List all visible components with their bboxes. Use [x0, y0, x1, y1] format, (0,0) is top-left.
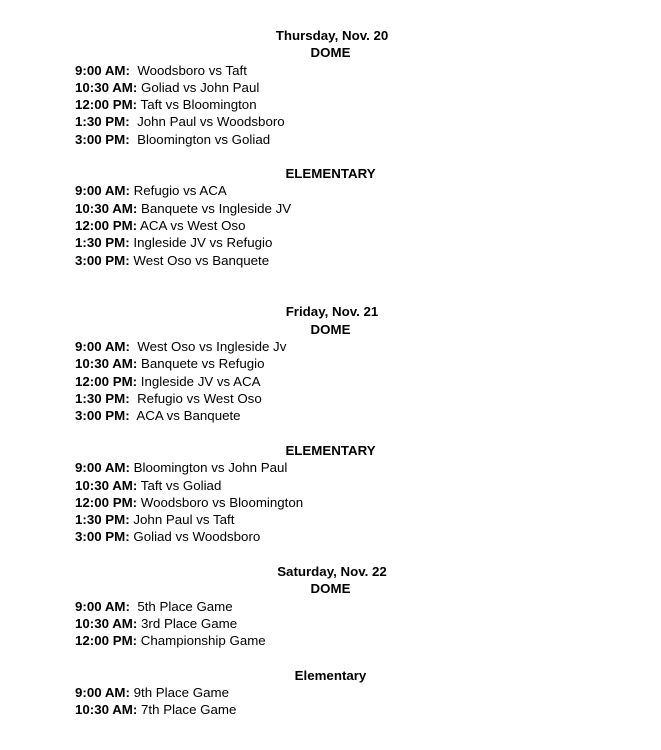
game-match: Ingleside JV vs Refugio — [133, 235, 273, 250]
game-row — [75, 355, 264, 372]
venue-heading: Elementary — [294, 668, 367, 683]
game-match: Refugio vs ACA — [133, 183, 227, 198]
game-match: Banquete vs Refugio — [141, 356, 265, 371]
game-row — [75, 113, 285, 130]
game-time: 9:00 AM: — [75, 339, 130, 354]
game-match: Banquete vs Ingleside JV — [141, 201, 292, 216]
game-match: ACA vs West Oso — [140, 218, 246, 233]
game-row — [75, 528, 260, 545]
venue-heading: DOME — [310, 581, 351, 596]
game-time: 9:00 AM: — [75, 63, 130, 78]
game-time: 9:00 AM: — [75, 183, 130, 198]
game-time: 12:00 PM: — [75, 218, 138, 233]
day-title: Saturday, Nov. 22 — [277, 564, 387, 579]
game-match: Taft vs Goliad — [140, 478, 222, 493]
game-row — [75, 182, 227, 199]
game-row — [75, 511, 234, 528]
game-row — [75, 373, 261, 390]
game-row — [75, 217, 245, 234]
game-time: 1:30 PM: — [75, 512, 130, 527]
game-row — [75, 252, 269, 269]
game-match: West Oso vs Banquete — [133, 253, 270, 268]
game-match: Bloomington vs John Paul — [133, 460, 288, 475]
game-match: Championship Game — [140, 633, 266, 648]
game-row — [75, 79, 259, 96]
game-row — [75, 338, 286, 355]
game-row — [75, 477, 221, 494]
game-time: 12:00 PM: — [75, 495, 138, 510]
game-row — [75, 632, 266, 649]
game-row — [75, 494, 303, 511]
game-match: Woodsboro vs Taft — [137, 63, 247, 78]
game-time: 1:30 PM: — [75, 235, 130, 250]
game-time: 3:00 PM: — [75, 253, 130, 268]
venue-heading: DOME — [310, 322, 351, 337]
game-row — [75, 407, 241, 424]
game-row — [75, 684, 229, 701]
game-row — [75, 459, 287, 476]
game-match: West Oso vs Ingleside Jv — [137, 339, 287, 354]
game-match: Ingleside JV vs ACA — [140, 374, 261, 389]
game-time: 12:00 PM: — [75, 374, 138, 389]
game-row — [75, 234, 272, 251]
game-time: 10:30 AM: — [75, 80, 138, 95]
game-match: Bloomington vs Goliad — [137, 132, 271, 147]
game-row — [75, 598, 233, 615]
game-match: Woodsboro vs Bloomington — [140, 495, 304, 510]
game-row — [75, 701, 236, 718]
game-row — [75, 615, 237, 632]
game-match: ACA vs Banquete — [136, 408, 241, 423]
game-row — [75, 390, 262, 407]
game-match: 3rd Place Game — [141, 616, 238, 631]
game-time: 12:00 PM: — [75, 633, 138, 648]
game-time: 1:30 PM: — [75, 114, 130, 129]
game-time: 9:00 AM: — [75, 599, 130, 614]
game-time: 1:30 PM: — [75, 391, 130, 406]
game-match: Refugio vs West Oso — [137, 391, 262, 406]
game-time: 10:30 AM: — [75, 702, 138, 717]
game-match: 5th Place Game — [137, 599, 233, 614]
venue-heading: ELEMENTARY — [285, 166, 376, 181]
game-match: Taft vs Bloomington — [140, 97, 257, 112]
game-match: 7th Place Game — [141, 702, 237, 717]
game-time: 9:00 AM: — [75, 460, 130, 475]
game-row — [75, 62, 247, 79]
game-time: 12:00 PM: — [75, 97, 138, 112]
game-time: 3:00 PM: — [75, 132, 130, 147]
game-match: John Paul vs Woodsboro — [137, 114, 285, 129]
game-time: 10:30 AM: — [75, 356, 138, 371]
game-time: 9:00 AM: — [75, 685, 130, 700]
game-match: 9th Place Game — [133, 685, 229, 700]
game-time: 3:00 PM: — [75, 408, 130, 423]
day-title: Thursday, Nov. 20 — [275, 28, 389, 43]
game-time: 10:30 AM: — [75, 478, 138, 493]
game-match: Goliad vs Woodsboro — [133, 529, 261, 544]
venue-heading: ELEMENTARY — [285, 443, 376, 458]
game-row — [75, 131, 270, 148]
day-title: Friday, Nov. 21 — [285, 304, 379, 319]
game-time: 10:30 AM: — [75, 201, 138, 216]
game-match: John Paul vs Taft — [133, 512, 235, 527]
game-time: 10:30 AM: — [75, 616, 138, 631]
game-time: 3:00 PM: — [75, 529, 130, 544]
game-row — [75, 96, 257, 113]
game-row — [75, 200, 291, 217]
game-match: Goliad vs John Paul — [141, 80, 260, 95]
venue-heading: DOME — [310, 45, 351, 60]
